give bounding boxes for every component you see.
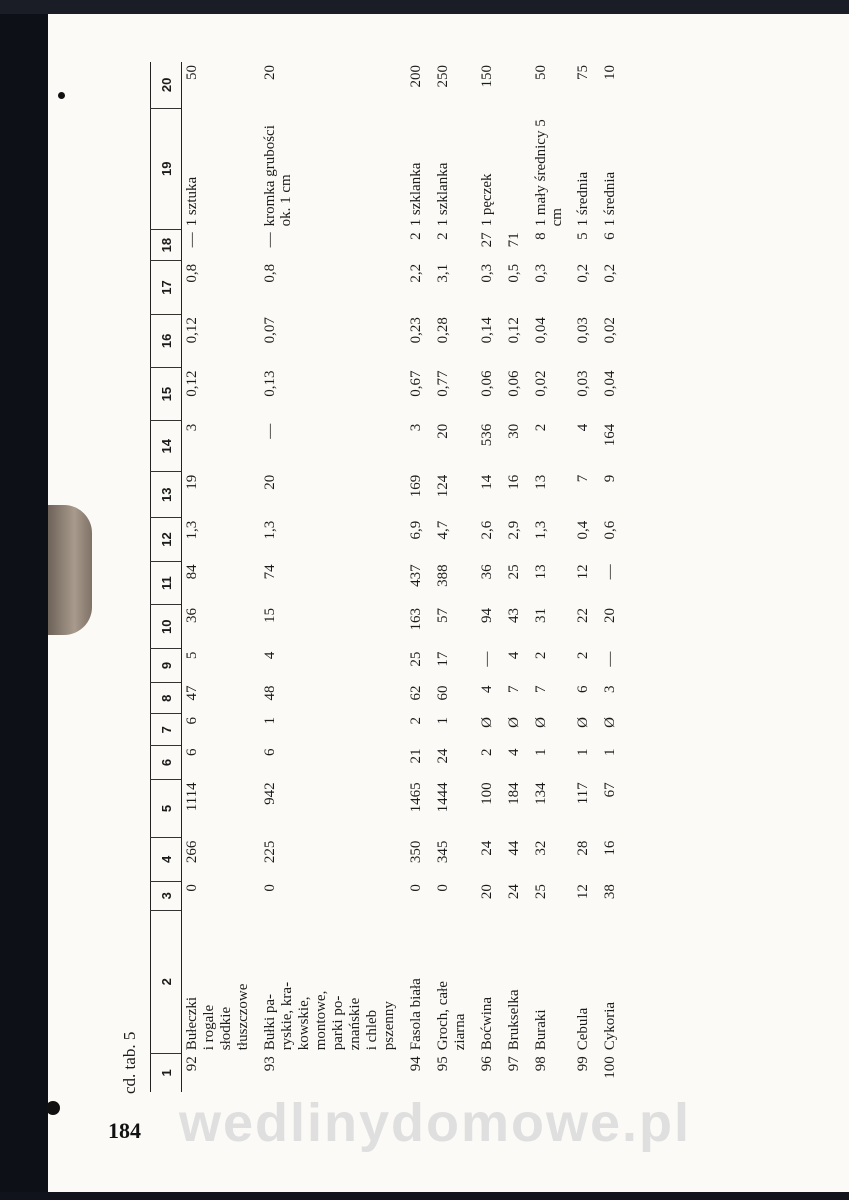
product-name-line: parki po- bbox=[330, 995, 346, 1051]
cell-c20: 50 bbox=[533, 65, 549, 80]
cell-c6: 21 bbox=[408, 748, 424, 764]
cell-c4: 345 bbox=[435, 840, 451, 864]
cell-c4: 225 bbox=[262, 840, 278, 864]
row-number: 93 bbox=[262, 1056, 278, 1072]
row-number: 95 bbox=[435, 1056, 451, 1072]
cell-c11: 388 bbox=[435, 564, 451, 587]
cell-c14: 536 bbox=[479, 423, 495, 447]
cell-c11: 74 bbox=[262, 564, 278, 580]
cell-c6: 1 bbox=[602, 748, 618, 756]
column-header-8: 8 bbox=[151, 682, 182, 714]
cell-c15: 0,06 bbox=[479, 370, 495, 397]
product-name-line: Brukselka bbox=[506, 989, 522, 1051]
cell-c8: 7 bbox=[506, 685, 522, 693]
cell-c18: 8 bbox=[533, 232, 549, 240]
cell-c5: 942 bbox=[262, 782, 278, 805]
cell-c18: 71 bbox=[506, 232, 522, 248]
cell-c19 bbox=[498, 108, 525, 229]
cell-c4: 266 bbox=[184, 840, 200, 864]
product-name-line: Cykoria bbox=[602, 1001, 618, 1051]
table-row bbox=[254, 62, 400, 1092]
cell-c16: 0,14 bbox=[479, 317, 495, 344]
cell-c20: 250 bbox=[435, 65, 451, 88]
cell-c7: 1 bbox=[262, 716, 278, 725]
cell-c15: 0,04 bbox=[602, 370, 618, 397]
column-header-7: 7 bbox=[151, 714, 182, 746]
product-name-line: montowe, bbox=[313, 990, 329, 1051]
table-row bbox=[471, 62, 498, 1092]
cell-c11: 84 bbox=[184, 564, 200, 580]
cell-c11: 437 bbox=[408, 564, 424, 587]
table-row bbox=[525, 62, 567, 1092]
column-header-4: 4 bbox=[151, 838, 182, 882]
cell-c3: 0 bbox=[184, 884, 200, 892]
column-header-2: 2 bbox=[151, 910, 182, 1053]
table-row bbox=[400, 62, 427, 1092]
cell-c10: 43 bbox=[506, 607, 522, 623]
cell-c12: 6,9 bbox=[408, 520, 424, 540]
cell-c9: — bbox=[602, 651, 618, 667]
cell-c19: 1 sztuka bbox=[184, 176, 200, 227]
table-row bbox=[567, 62, 594, 1092]
product-name-line: Fasola biała bbox=[408, 978, 424, 1051]
cell-c7: Ø bbox=[533, 716, 549, 728]
cell-c20: 75 bbox=[575, 65, 591, 80]
product-name bbox=[254, 910, 400, 1053]
cell-c4: 44 bbox=[506, 840, 522, 856]
column-header-1: 1 bbox=[151, 1053, 182, 1092]
nutrition-table bbox=[150, 62, 621, 1092]
column-header-12: 12 bbox=[151, 518, 182, 562]
page-number: 184 bbox=[108, 1118, 141, 1143]
cell-c14: 3 bbox=[184, 423, 200, 432]
cell-c14: 3 bbox=[408, 423, 424, 432]
cell-c15: 0,67 bbox=[408, 370, 424, 397]
column-header-5: 5 bbox=[151, 779, 182, 837]
column-header-18: 18 bbox=[151, 229, 182, 261]
cell-c14: 20 bbox=[435, 423, 451, 439]
product-name-line: Bułki pa- bbox=[262, 993, 278, 1051]
product-name-line: i chleb bbox=[364, 1009, 380, 1051]
cell-c19: 1 szklanka bbox=[435, 162, 451, 227]
column-header-13: 13 bbox=[151, 472, 182, 518]
product-name bbox=[182, 910, 255, 1053]
scan-border-top bbox=[0, 0, 849, 14]
product-name bbox=[525, 910, 567, 1053]
cell-c15: 0,06 bbox=[506, 370, 522, 397]
cell-c10: 22 bbox=[575, 607, 591, 623]
cell-c3: 0 bbox=[262, 884, 278, 892]
cell-c12: 1,3 bbox=[262, 520, 278, 540]
row-number: 96 bbox=[479, 1056, 495, 1072]
product-name-line: Groch, całe bbox=[435, 981, 451, 1051]
cell-c20 bbox=[498, 62, 525, 108]
row-number: 98 bbox=[533, 1056, 549, 1072]
cell-c7: Ø bbox=[602, 716, 618, 728]
row-number: 92 bbox=[184, 1056, 200, 1072]
header-row bbox=[151, 62, 182, 1092]
cell-c18: 5 bbox=[575, 232, 591, 240]
cell-c13: 9 bbox=[602, 474, 618, 483]
cell-c16: 0,07 bbox=[262, 317, 278, 344]
cell-c6: 24 bbox=[435, 748, 451, 764]
cell-c19: 1 mały średnicy 5 cm bbox=[533, 119, 565, 227]
cell-c11: — bbox=[602, 564, 618, 580]
cell-c12: 1,3 bbox=[533, 520, 549, 540]
cell-c18: — bbox=[184, 232, 200, 248]
cell-c3: 20 bbox=[479, 884, 495, 900]
column-header-19: 19 bbox=[151, 108, 182, 229]
cell-c10: 20 bbox=[602, 607, 618, 623]
cell-c13: 16 bbox=[506, 474, 522, 490]
cell-c19: 1 średnia bbox=[575, 171, 591, 227]
product-name-line: pszenny bbox=[381, 1001, 397, 1051]
cell-c9: 17 bbox=[435, 651, 451, 667]
cell-c5: 134 bbox=[533, 782, 549, 805]
cell-c17: 0,8 bbox=[184, 263, 200, 283]
row-number: 97 bbox=[506, 1056, 522, 1072]
cell-c5: 117 bbox=[575, 782, 591, 805]
cell-c4: 24 bbox=[479, 840, 495, 856]
cell-c16: 0,04 bbox=[533, 317, 549, 344]
cell-c8: 62 bbox=[408, 685, 424, 701]
thumb-shadow bbox=[48, 505, 92, 635]
cell-c15: 0,02 bbox=[533, 370, 549, 397]
row-number: 99 bbox=[575, 1056, 591, 1072]
cell-c7: Ø bbox=[575, 716, 591, 728]
cell-c3: 12 bbox=[575, 884, 591, 900]
column-header-16: 16 bbox=[151, 314, 182, 367]
product-name bbox=[594, 910, 621, 1053]
cell-c8: 3 bbox=[602, 685, 618, 693]
product-name-line: ziarna bbox=[452, 1013, 468, 1051]
table-row bbox=[182, 62, 255, 1092]
cell-c3: 24 bbox=[506, 884, 522, 900]
cell-c16: 0,03 bbox=[575, 317, 591, 344]
cell-c15: 0,03 bbox=[575, 370, 591, 397]
cell-c12: 2,9 bbox=[506, 520, 522, 540]
product-name-line: tłuszczowe bbox=[235, 983, 251, 1051]
product-name-line: Cebula bbox=[575, 1007, 591, 1051]
cell-c19: 1 średnia bbox=[602, 171, 618, 227]
product-name-line: ryskie, kra- bbox=[279, 981, 295, 1051]
cell-c16: 0,02 bbox=[602, 317, 618, 344]
cell-c9: 4 bbox=[262, 651, 278, 660]
column-header-9: 9 bbox=[151, 649, 182, 683]
cell-c4: 28 bbox=[575, 840, 591, 856]
cell-c11: 12 bbox=[575, 564, 591, 580]
cell-c9: 25 bbox=[408, 651, 424, 667]
cell-c19: 1 szklanka bbox=[408, 162, 424, 227]
cell-c6: 4 bbox=[506, 748, 522, 756]
cell-c6: 2 bbox=[479, 748, 495, 756]
column-header-15: 15 bbox=[151, 367, 182, 420]
cell-c15: 0,13 bbox=[262, 370, 278, 397]
product-name bbox=[471, 910, 498, 1053]
cell-c13: 169 bbox=[408, 474, 424, 498]
cell-c7: 2 bbox=[408, 716, 424, 725]
cell-c11: 13 bbox=[533, 564, 549, 580]
cell-c10: 31 bbox=[533, 607, 549, 623]
cell-c16: 0,12 bbox=[184, 317, 200, 344]
cell-c8: 48 bbox=[262, 685, 278, 701]
cell-c4: 32 bbox=[533, 840, 549, 856]
column-header-11: 11 bbox=[151, 561, 182, 605]
cell-c20: 150 bbox=[479, 65, 495, 88]
product-name-line: słodkie bbox=[218, 1006, 234, 1051]
cell-c4: 16 bbox=[602, 840, 618, 856]
cell-c18: 2 bbox=[435, 232, 451, 240]
cell-c13: 14 bbox=[479, 474, 495, 490]
cell-c17: 0,3 bbox=[533, 263, 549, 283]
cell-c13: 20 bbox=[262, 474, 278, 490]
cell-c9: — bbox=[479, 651, 495, 667]
cell-c17: 0,2 bbox=[602, 263, 618, 283]
table-row bbox=[498, 62, 525, 1092]
cell-c10: 163 bbox=[408, 607, 424, 631]
cell-c17: 2,2 bbox=[408, 263, 424, 283]
cell-c6: 1 bbox=[575, 748, 591, 756]
cell-c9: 4 bbox=[506, 651, 522, 660]
cell-c8: 47 bbox=[184, 685, 200, 701]
ink-speck bbox=[58, 92, 65, 99]
row-number: 94 bbox=[408, 1056, 424, 1072]
row-number: 100 bbox=[602, 1056, 618, 1079]
cell-c7: 6 bbox=[184, 716, 200, 725]
cell-c9: 2 bbox=[533, 651, 549, 660]
watermark: wedlinydomowe.pl bbox=[178, 1093, 692, 1153]
cell-c11: 36 bbox=[479, 564, 495, 580]
cell-c5: 67 bbox=[602, 782, 618, 798]
cell-c7: Ø bbox=[479, 716, 495, 728]
cell-c16: 0,12 bbox=[506, 317, 522, 344]
cell-c12: 2,6 bbox=[479, 520, 495, 540]
cell-c19: 1 pęczek bbox=[479, 173, 495, 227]
cell-c9: 2 bbox=[575, 651, 591, 660]
product-name bbox=[427, 910, 471, 1053]
cell-c10: 57 bbox=[435, 607, 451, 623]
cell-c13: 124 bbox=[435, 474, 451, 498]
cell-c15: 0,77 bbox=[435, 370, 451, 397]
column-header-3: 3 bbox=[151, 881, 182, 910]
scan-border-bottom bbox=[0, 1192, 849, 1200]
cell-c18: 6 bbox=[602, 232, 618, 240]
product-name bbox=[400, 910, 427, 1053]
cell-c12: 0,6 bbox=[602, 520, 618, 540]
cell-c7: Ø bbox=[506, 716, 522, 728]
cell-c8: 4 bbox=[479, 685, 495, 693]
cell-c16: 0,28 bbox=[435, 317, 451, 344]
cell-c5: 184 bbox=[506, 782, 522, 805]
cell-c3: 0 bbox=[435, 884, 451, 892]
rotated-table-block bbox=[120, 62, 740, 1094]
cell-c20: 10 bbox=[602, 65, 618, 80]
cell-c20: 50 bbox=[184, 65, 200, 80]
cell-c13: 13 bbox=[533, 474, 549, 490]
cell-c19: kromka grubości ok. 1 cm bbox=[262, 125, 294, 227]
cell-c10: 94 bbox=[479, 607, 495, 623]
cell-c10: 36 bbox=[184, 607, 200, 623]
cell-c14: 4 bbox=[575, 423, 591, 432]
cell-c14: 30 bbox=[506, 423, 522, 439]
product-name bbox=[498, 910, 525, 1053]
cell-c17: 3,1 bbox=[435, 263, 451, 283]
cell-c12: 4,7 bbox=[435, 520, 451, 540]
product-name bbox=[567, 910, 594, 1053]
table-body bbox=[182, 62, 622, 1092]
cell-c14: 2 bbox=[533, 423, 549, 432]
product-name-line: Boćwina bbox=[479, 996, 495, 1051]
cell-c18: 2 bbox=[408, 232, 424, 240]
table-row bbox=[594, 62, 621, 1092]
cell-c3: 38 bbox=[602, 884, 618, 900]
product-name-line: Bułeczki bbox=[184, 996, 200, 1051]
cell-c5: 1444 bbox=[435, 782, 451, 813]
cell-c6: 1 bbox=[533, 748, 549, 756]
ink-blot bbox=[46, 1101, 60, 1115]
cell-c17: 0,5 bbox=[506, 263, 522, 283]
cell-c4: 350 bbox=[408, 840, 424, 864]
cell-c5: 1465 bbox=[408, 782, 424, 813]
cell-c17: 0,3 bbox=[479, 263, 495, 283]
cell-c6: 6 bbox=[184, 748, 200, 756]
cell-c15: 0,12 bbox=[184, 370, 200, 397]
cell-c11: 25 bbox=[506, 564, 522, 580]
cell-c13: 7 bbox=[575, 474, 591, 483]
cell-c3: 0 bbox=[408, 884, 424, 892]
cell-c17: 0,8 bbox=[262, 263, 278, 283]
cell-c5: 1114 bbox=[184, 782, 200, 812]
column-header-14: 14 bbox=[151, 421, 182, 472]
cell-c17: 0,2 bbox=[575, 263, 591, 283]
table-caption: cd. tab. 5 bbox=[120, 1031, 139, 1094]
cell-c20: 200 bbox=[408, 65, 424, 88]
cell-c9: 5 bbox=[184, 651, 200, 660]
product-name-line: znańskie bbox=[347, 997, 363, 1051]
table-row bbox=[427, 62, 471, 1092]
cell-c12: 1,3 bbox=[184, 520, 200, 540]
cell-c5: 100 bbox=[479, 782, 495, 805]
cell-c14: — bbox=[262, 423, 278, 439]
cell-c8: 7 bbox=[533, 685, 549, 693]
column-header-17: 17 bbox=[151, 261, 182, 314]
cell-c12: 0,4 bbox=[575, 520, 591, 540]
cell-c18: 27 bbox=[479, 232, 495, 248]
cell-c20: 20 bbox=[262, 65, 278, 80]
cell-c18: — bbox=[262, 232, 278, 248]
product-name-line: i rogale bbox=[201, 1004, 217, 1051]
scan-border-left bbox=[0, 0, 48, 1200]
cell-c14: 164 bbox=[602, 423, 618, 447]
column-header-20: 20 bbox=[151, 62, 182, 108]
column-header-6: 6 bbox=[151, 745, 182, 779]
product-name-line: kowskie, bbox=[296, 996, 312, 1051]
cell-c3: 25 bbox=[533, 884, 549, 900]
cell-c10: 15 bbox=[262, 607, 278, 623]
product-name-line: Buraki bbox=[533, 1009, 549, 1051]
cell-c6: 6 bbox=[262, 748, 278, 756]
cell-c8: 60 bbox=[435, 685, 451, 701]
cell-c13: 19 bbox=[184, 474, 200, 490]
cell-c8: 6 bbox=[575, 685, 591, 693]
column-header-10: 10 bbox=[151, 605, 182, 649]
cell-c16: 0,23 bbox=[408, 317, 424, 344]
cell-c7: 1 bbox=[435, 716, 451, 725]
